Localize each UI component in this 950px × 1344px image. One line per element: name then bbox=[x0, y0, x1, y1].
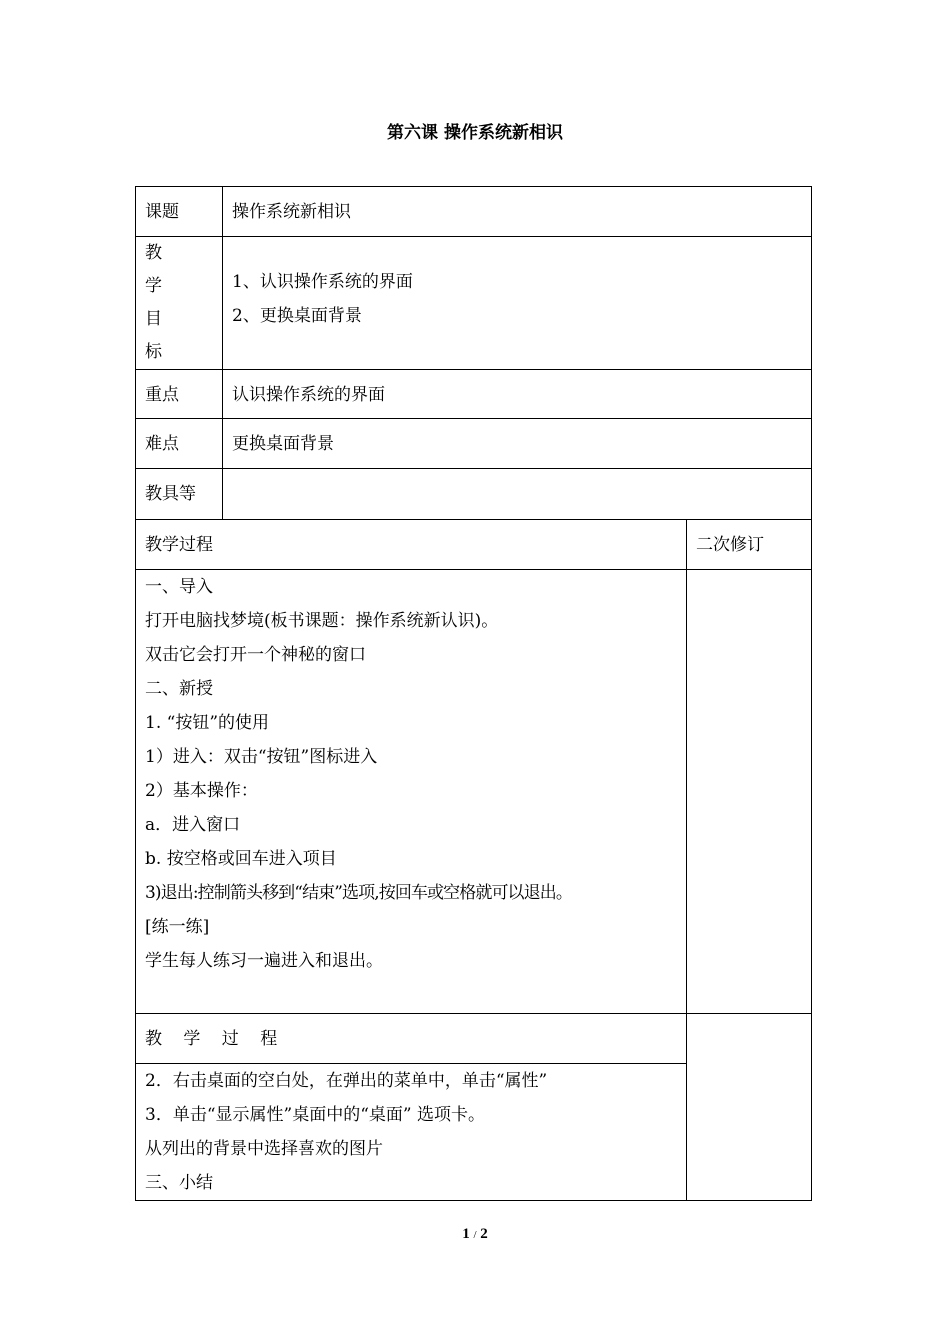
total-pages: 2 bbox=[480, 1226, 488, 1242]
process-line: 学生每人练习一遍进入和退出。 bbox=[145, 951, 383, 971]
process-header: 教学过程 bbox=[136, 520, 687, 570]
objectives-label-char: 教 bbox=[145, 243, 162, 263]
key-point-row bbox=[136, 370, 812, 419]
difficulty-row bbox=[136, 419, 812, 469]
process-line: 打开电脑找梦境(板书课题：操作系统新认识)。 bbox=[145, 611, 499, 631]
key-point-label: 重点 bbox=[136, 370, 223, 419]
objectives-label-char: 标 bbox=[145, 342, 162, 362]
lesson-plan-table bbox=[135, 186, 812, 1201]
process-header2: 教 学 过 程 bbox=[136, 1014, 687, 1064]
revision-cell-2 bbox=[687, 1014, 812, 1201]
objectives-value bbox=[223, 237, 812, 370]
objectives-label-char: 目 bbox=[145, 309, 162, 329]
topic-value: 操作系统新相识 bbox=[223, 187, 812, 237]
topic-label: 课题 bbox=[136, 187, 223, 237]
page-separator: / bbox=[473, 1229, 477, 1241]
process-line: 二、新授 bbox=[145, 679, 213, 699]
tools-value bbox=[223, 469, 812, 520]
process-line: 三、小结 bbox=[145, 1173, 213, 1193]
revision-cell bbox=[687, 570, 812, 1014]
difficulty-value: 更换桌面背景 bbox=[223, 419, 812, 469]
process-content bbox=[136, 570, 687, 1014]
process-line: b. 按空格或回车进入项目 bbox=[145, 849, 337, 869]
difficulty-label: 难点 bbox=[136, 419, 223, 469]
process-line: 从列出的背景中选择喜欢的图片 bbox=[145, 1139, 383, 1159]
process-line: 3．单击“显示属性”桌面中的“桌面” 选项卡。 bbox=[145, 1105, 485, 1125]
tools-row bbox=[136, 469, 812, 520]
current-page: 1 bbox=[462, 1226, 470, 1242]
process-line: [练一练] bbox=[145, 917, 210, 937]
process-line: 1. “按钮”的使用 bbox=[145, 713, 270, 733]
process-line: 双击它会打开一个神秘的窗口 bbox=[145, 645, 366, 665]
revision-header: 二次修订 bbox=[687, 520, 812, 570]
objective-item: 1、认识操作系统的界面 bbox=[232, 272, 413, 292]
key-point-value: 认识操作系统的界面 bbox=[223, 370, 812, 419]
process-content2 bbox=[136, 1064, 687, 1201]
process-line: 2．右击桌面的空白处，在弹出的菜单中，单击“属性” bbox=[145, 1071, 548, 1091]
tools-label: 教具等 bbox=[136, 469, 223, 520]
page-title: 第六课 操作系统新相识 bbox=[387, 123, 563, 143]
process-line: 3)退出:控制箭头移到“结束”选项,按回车或空格就可以退出。 bbox=[145, 883, 572, 903]
objective-item: 2、更换桌面背景 bbox=[232, 306, 362, 326]
process-content-row bbox=[136, 570, 812, 1014]
process-header-row bbox=[136, 520, 812, 570]
process-line: a．进入窗口 bbox=[145, 815, 241, 835]
topic-row bbox=[136, 187, 812, 237]
objectives-label bbox=[136, 237, 223, 370]
process-line: 1）进入：双击“按钮”图标进入 bbox=[145, 747, 378, 767]
process-line: 一、导入 bbox=[145, 577, 213, 597]
objectives-label-char: 学 bbox=[145, 276, 162, 296]
process-line: 2）基本操作： bbox=[145, 781, 258, 801]
page-number bbox=[0, 1226, 950, 1243]
process-header2-row bbox=[136, 1014, 812, 1064]
objectives-row bbox=[136, 237, 812, 370]
